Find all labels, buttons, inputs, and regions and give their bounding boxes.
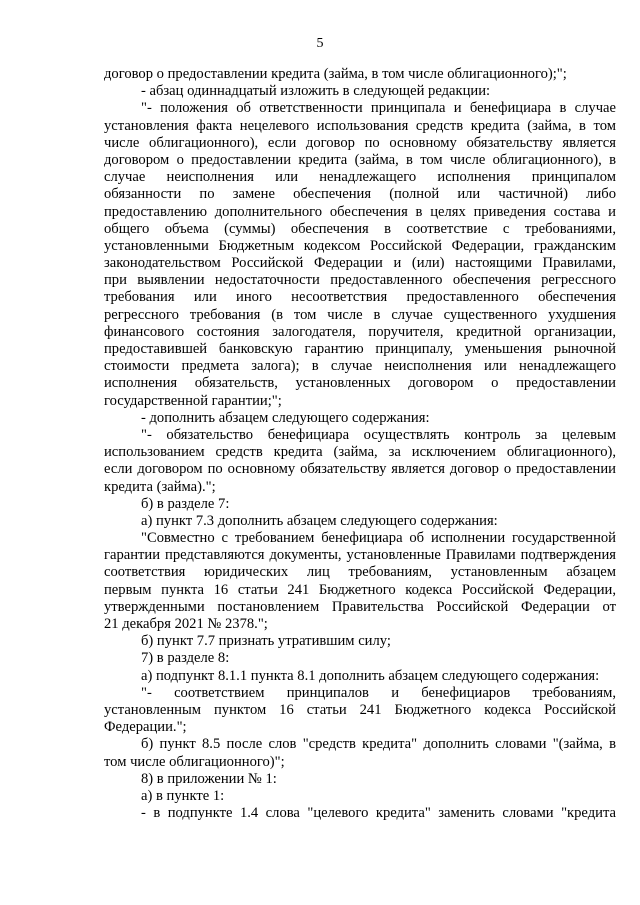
text-line: при выявлении недостаточности предоставленного обеспечения регрессного — [104, 272, 616, 289]
text-line: Федерации."; — [104, 719, 187, 736]
text-line: стоимости предмета залога); в случае неисполнения или ненадлежащего — [104, 358, 616, 375]
text-line: б) пункт 7.7 признать утратившим силу; — [141, 633, 391, 650]
text-line: предоставлению дополнительного обеспечения в целях приведения состава и — [104, 203, 616, 220]
text-line: том числе облигационного)"; — [104, 753, 285, 770]
text-line: соответствия юридических лиц требованиям, установленным абзацем — [104, 564, 616, 581]
text-line: - дополнить абзацем следующего содержания: — [141, 409, 430, 426]
text-line: договором о предоставлении кредита (займа, в том числе облигационного), в — [104, 151, 616, 168]
text-line: "- соответствием принципалов и бенефициаров требованиям, — [141, 684, 616, 701]
text-line: а) подпункт 8.1.1 пункта 8.1 дополнить абзацем следующего содержания: — [141, 667, 600, 684]
text-line: финансового состояния залогодателя, поручителя, кредитной организации, — [104, 323, 616, 340]
document-body — [104, 66, 616, 822]
text-line: кредита (займа)."; — [104, 478, 216, 495]
text-line: договор о предоставлении кредита (займа, в том числе облигационного);"; — [104, 66, 567, 82]
text-line: утвержденными постановлением Правительства Российской Федерации от — [104, 598, 616, 615]
text-line: требования или иного несоответствия предоставленного обеспечения — [104, 289, 616, 306]
text-line: "- положения об ответственности принципала и бенефициара в случае — [141, 100, 616, 117]
text-line: общего объема (суммы) обеспечения в соответствие с требованиями, — [104, 220, 616, 237]
text-line: б) в разделе 7: — [141, 495, 230, 512]
text-line: исполнения обязательств, установленных договором о предоставлении — [104, 375, 616, 392]
text-line: установленным пунктом 16 статьи 241 Бюджетного кодекса Российской — [104, 701, 616, 718]
text-line: законодательством Российской Федерации и (или) настоящими Правилами, — [104, 255, 616, 272]
text-line: б) пункт 8.5 после слов "средств кредита" дополнить словами "(займа, в — [141, 736, 616, 753]
text-line: "- обязательство бенефициара осуществлять контроль за целевым — [141, 426, 616, 443]
text-line: - абзац одиннадцатый изложить в следующей редакции: — [141, 83, 491, 100]
text-line: - в подпункте 1.4 слова "целевого кредита" заменить словами "кредита — [141, 805, 616, 822]
text-line: а) пункт 7.3 дополнить абзацем следующего содержания: — [141, 512, 498, 529]
text-line: первым пункта 16 статьи 241 Бюджетного кодекса Российской Федерации, — [104, 581, 616, 598]
text-line: а) в пункте 1: — [141, 787, 225, 804]
text-line: установления факта нецелевого использования средств кредита (займа, в том — [104, 117, 616, 134]
text-line: установленными Бюджетным кодексом Российской Федерации, гражданским — [104, 237, 616, 254]
text-line: государственной гарантии;"; — [104, 392, 282, 409]
text-line: 8) в приложении № 1: — [141, 770, 277, 787]
text-line: гарантии представляются документы, установленные Правилами подтверждения — [104, 547, 616, 564]
text-line: числе облигационного), если договор по основному обязательству является — [104, 134, 616, 151]
text-line: предоставившей банковскую гарантию принципалу, уменьшения рыночной — [104, 341, 616, 357]
text-line: обязанности по замене обеспечения (полной или частичной) либо — [104, 186, 616, 203]
text-line: использованием средств кредита (займа, за исключением облигационного), — [104, 444, 616, 461]
text-line: случае неисполнения или ненадлежащего исполнения принципалом — [104, 169, 616, 186]
page-number: 5 — [316, 36, 324, 51]
text-line: если договором по основному обязательству является договор о предоставлении — [104, 461, 616, 478]
text-line: регрессного требования (в том числе в случае существенного ухудшения — [104, 306, 616, 323]
text-line: "Совместно с требованием бенефициара об исполнении государственной — [141, 530, 616, 547]
text-line: 21 декабря 2021 № 2378."; — [104, 616, 268, 632]
text-line: 7) в разделе 8: — [141, 650, 230, 667]
